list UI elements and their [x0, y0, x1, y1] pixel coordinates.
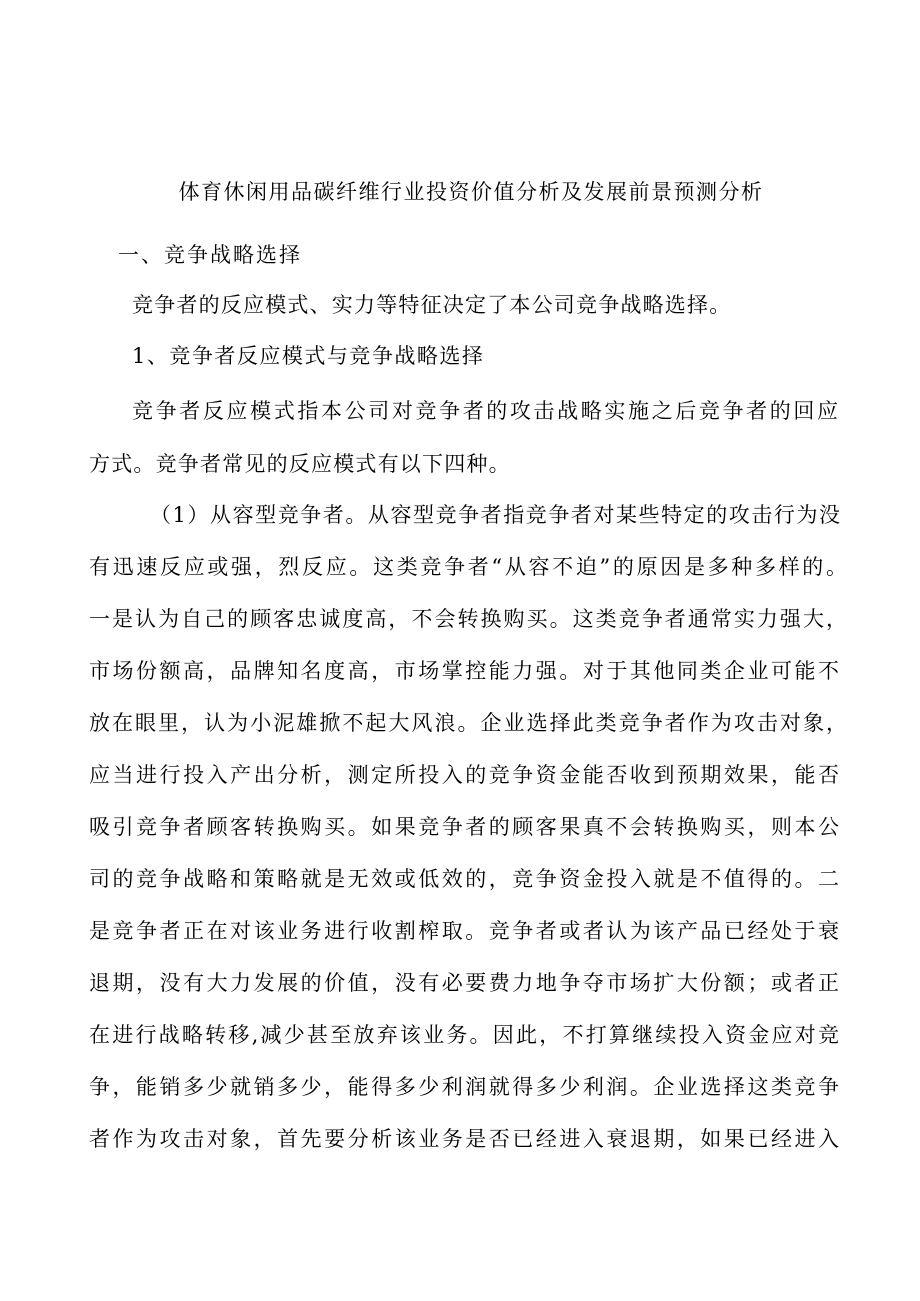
document-title: 体育休闲用品碳纤维行业投资价值分析及发展前景预测分析: [178, 180, 764, 204]
paragraph-line: 是竞争者正在对该业务进行收割榨取。竞争者或者认为该产品已经处于衰: [89, 919, 839, 943]
section-heading: 一、竞争战略选择: [118, 243, 302, 267]
paragraph-line: 司的竞争战略和策略就是无效或低效的，竞争资金投入就是不值得的。二: [89, 867, 839, 891]
paragraph-line: 市场份额高，品牌知名度高，市场掌控能力强。对于其他同类企业可能不: [89, 659, 839, 683]
paragraph-line: 者作为攻击对象，首先要分析该业务是否已经进入衰退期，如果已经进入: [89, 1127, 839, 1151]
paragraph-line: 一是认为自己的顾客忠诚度高，不会转换购买。这类竞争者通常实力强大，: [89, 607, 847, 631]
paragraph-line: 吸引竞争者顾客转换购买。如果竞争者的顾客果真不会转换购买，则本公: [89, 815, 839, 839]
paragraph-line: 应当进行投入产出分析，测定所投入的竞争资金能否收到预期效果，能否: [89, 763, 839, 787]
intro-paragraph: 竞争者的反应模式、实力等特征决定了本公司竞争战略选择。: [132, 293, 732, 317]
paragraph-line: 放在眼里，认为小泥雄掀不起大风浪。企业选择此类竞争者作为攻击对象，: [89, 711, 847, 735]
paragraph-line: （1）从容型竞争者。从容型竞争者指竞争者对某些特定的攻击行为没: [150, 503, 840, 527]
paragraph-line: 在进行战略转移,减少甚至放弃该业务。因此，不打算继续投入资金应对竞: [89, 1023, 839, 1047]
paragraph-line: 方式。竞争者常见的反应模式有以下四种。: [89, 452, 511, 476]
paragraph-line: 争，能销多少就销多少，能得多少利润就得多少利润。企业选择这类竞争: [89, 1075, 839, 1099]
paragraph-line: 有迅速反应或强，烈反应。这类竞争者“从容不迫”的原因是多种多样的。: [89, 555, 847, 579]
paragraph-line: 竞争者反应模式指本公司对竞争者的攻击战略实施之后竞争者的回应: [132, 399, 838, 423]
subsection-heading: 1、竞争者反应模式与竞争战略选择: [132, 344, 485, 368]
paragraph-line: 退期，没有大力发展的价值，没有必要费力地争夺市场扩大份额；或者正: [89, 971, 839, 995]
